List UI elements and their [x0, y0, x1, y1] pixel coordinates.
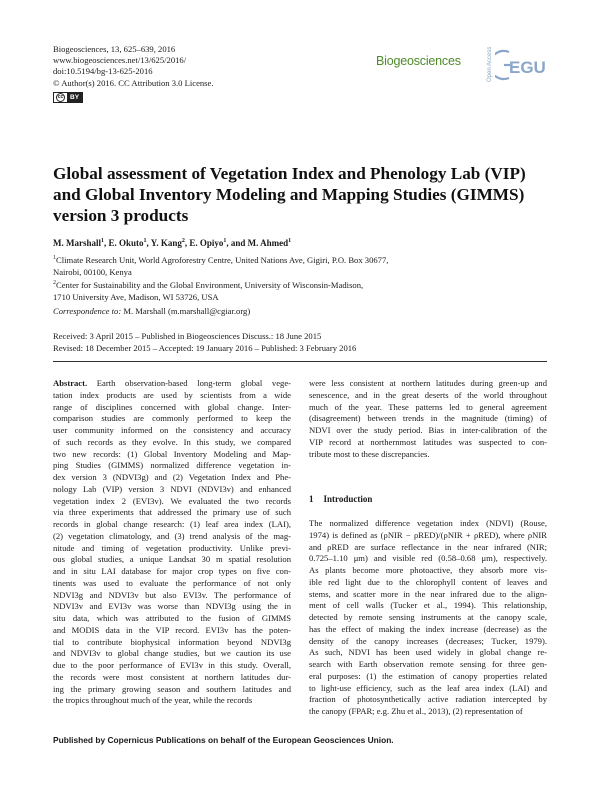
- text-line: NDVI3v and EVI3v was worse than NDVI3g using the in: [53, 601, 291, 612]
- text-line: stems, and scatter more in the near infrared due to the align-: [309, 588, 547, 599]
- text-line: much of the year. These patterns led to general agreement: [309, 401, 547, 412]
- affiliation-1: $^1$Climate Research Unit, World Agroforestry Centre, United Nations Ave, Gigiri, P.O. Box 30677, Nairobi, 00100, Kenya: [53, 254, 389, 277]
- text-line: the records were most consistent at northern latitudes dur-: [53, 671, 291, 682]
- text-line: (disagreement) between trends in the magnitude (timing) of: [309, 413, 547, 424]
- text-line: comparison studies are commonly performed to keep the: [53, 413, 291, 424]
- affiliations: [53, 253, 553, 304]
- text-line: nitude and timing of vegetation productivity. Unlike previ-: [53, 542, 291, 553]
- text-line: ible red light due to the chlorophyll content of leaves and: [309, 576, 547, 587]
- license: © Author(s) 2016. CC Attribution 3.0 License.: [53, 77, 214, 88]
- author-name: E. Opiyo: [189, 238, 224, 248]
- article-title: Global assessment of Vegetation Index and Phenology Lab (VIP) and Global Inventory Modeling and Mapping Studies (GIMMS) version 3 products: [53, 164, 526, 225]
- abstract-continuation: [309, 378, 547, 460]
- text-line: density of the canopy increases (decreases; Tucker, 1979).: [309, 635, 547, 646]
- text-line: NDVI over the study period. Bias in inter-calibration of the: [309, 425, 547, 435]
- text-line: has the effect of making the index increase (decrease) as the: [309, 623, 547, 634]
- publication-dates: [53, 330, 356, 354]
- journal-name: Biogeosciences: [376, 54, 461, 68]
- text-line: 0.725–1.10 μm) and visible red (0.58–0.68 μm), respectively.: [309, 553, 547, 564]
- text-line: As such, NDVI has been used widely in global change re-: [309, 647, 547, 658]
- divider: [53, 361, 547, 362]
- text-line: tinents was used to evaluate the performance of not only: [53, 577, 291, 588]
- introduction-text: [309, 518, 547, 718]
- abstract: [53, 378, 291, 707]
- author-name: Y. Kang: [150, 238, 182, 248]
- text-line: the canopy (FPAR; e.g. Zhu et al., 2013), (2) representation of: [309, 706, 523, 716]
- text-line: 1974) is defined as (ρNIR − ρRED)/(ρNIR + ρRED), where ρNIR: [309, 529, 547, 540]
- text-line: As plants become more photoactive, they absorb more vis-: [309, 565, 547, 575]
- text-line: due to the poor performance of EVI3v in this study. Overall,: [53, 660, 291, 670]
- text-line: senescence, and in the great deserts of the world throughout: [309, 389, 547, 400]
- publisher-footer: Published by Copernicus Publications on behalf of the European Geosciences Union.: [53, 735, 394, 745]
- text-line: via three experiments that addressed the primary use of such: [53, 507, 291, 518]
- text-line: (2) vegetation climatology, and (3) trend analysis of the mag-: [53, 530, 291, 541]
- svg-text:Open Access: Open Access: [487, 46, 493, 82]
- journal-info: [53, 44, 313, 103]
- text-line: vegetation index 2 (EVI3v). We evaluated the two records: [53, 495, 291, 506]
- correspondence-email[interactable]: M. Marshall (m.marshall@cgiar.org): [123, 306, 251, 316]
- author-name: M. Ahmed: [247, 238, 289, 248]
- text-line: fraction of photosynthetically active radiation intercepted by: [309, 694, 547, 705]
- text-line: dex version 3 (NDVI3g) and (2) Vegetation Index and Phe-: [53, 472, 291, 482]
- author-name: E. Okuto: [108, 238, 144, 248]
- revised-date: Revised: 18 December 2015 – Accepted: 19 January 2016 – Published: 3 February 2016: [53, 343, 357, 353]
- text-line: two new records: (1) Global Inventory Modeling and Map-: [53, 448, 291, 459]
- author-list: M. Marshall$^1$, E. Okuto$^1$, Y. Kang$^2$, E. Opiyo$^1$, and M. Ahmed$^1$: [53, 238, 292, 248]
- text-line: and NDVI3v to global change studies, but we caution its use: [53, 648, 291, 659]
- text-line: Abstract. Earth observation-based long-term global vege-: [53, 378, 292, 388]
- text-line: VIP record at northernmost latitudes was suspected to con-: [309, 436, 547, 447]
- journal-logo[interactable]: [376, 50, 461, 68]
- text-line: nology Lab (VIP) version 3 NDVI (NDVI3v) and enhanced: [53, 483, 291, 494]
- text-line: tial to contribute biophysical information beyond NDVI3g: [53, 636, 291, 647]
- affiliation-2: $^2$Center for Sustainability and the Global Environment, University of Wisconsin-Madison, 1710 University Ave, Madison, WI 53726, USA: [53, 280, 364, 303]
- text-line: tribute most to these discrepancies.: [309, 448, 430, 459]
- by-label: BY: [67, 93, 82, 102]
- text-line: were less consistent at northern latitudes during green-up and: [309, 378, 547, 388]
- text-line: to light-use efficiency, such as the leaf area index (LAI) and: [309, 682, 547, 693]
- section-heading-introduction: 1 Introduction: [309, 494, 373, 504]
- text-line: ing the primary growing season and southern latitudes and: [53, 683, 291, 694]
- author-name: M. Marshall: [53, 238, 101, 248]
- text-line: search with Earth observation remote sensing for three gen-: [309, 659, 547, 669]
- received-date: Received: 3 April 2015 – Published in Biogeosciences Discuss.: 18 June 2015: [53, 331, 322, 341]
- text-line: ment of cell walls (Tucker et al., 1994). This relationship,: [309, 600, 547, 611]
- text-line: The normalized difference vegetation index (NDVI) (Rouse,: [309, 518, 547, 528]
- text-line: eral purposes: (1) the estimation of canopy properties related: [309, 670, 547, 681]
- correspondence-label: Correspondence to:: [53, 306, 122, 316]
- text-line: detected by remote sensing instruments at the canopy scale,: [309, 612, 547, 622]
- journal-url[interactable]: www.biogeosciences.net/13/625/2016/: [53, 55, 187, 66]
- text-line: user community informed on the consistency and accuracy: [53, 425, 291, 435]
- open-access-label: [484, 44, 494, 84]
- text-line: and ρRED are surface reflectance in the near infrared (NIR;: [309, 541, 547, 552]
- text-line: tation index products are used by scientists from a wide: [53, 389, 291, 400]
- text-line: NDVI3g and NDVI3v but also EVI3v. The performance of: [53, 589, 291, 600]
- text-line: of such records as they evolve. In this study, we compared: [53, 436, 291, 447]
- text-line: range of disciplines concerned with global change. Inter-: [53, 401, 291, 412]
- svg-text:EGU: EGU: [509, 58, 546, 77]
- text-line: situ data, which was attributed to the fusion of GIMMS: [53, 613, 291, 623]
- text-line: and MODIS data in the VIP record. EVI3v has the poten-: [53, 624, 291, 635]
- text-line: and in situ LAI database for major crop types on five con-: [53, 566, 291, 576]
- cc-icon: cc: [54, 93, 67, 102]
- journal-citation: Biogeosciences, 13, 625–639, 2016: [53, 44, 176, 54]
- cc-by-badge[interactable]: [53, 92, 83, 103]
- egu-logo-icon[interactable]: [495, 46, 549, 82]
- correspondence: [53, 306, 250, 316]
- text-line: records in global change research: (1) leaf area index (LAI),: [53, 519, 291, 529]
- text-line: the tropics throughout much of the year, while the records: [53, 695, 253, 706]
- text-line: ping Studies (GIMMS) normalized difference vegetation in-: [53, 460, 291, 471]
- doi[interactable]: doi:10.5194/bg-13-625-2016: [53, 66, 153, 77]
- text-line: ous global studies, a unique Landsat 30 m spatial resolution: [53, 554, 291, 565]
